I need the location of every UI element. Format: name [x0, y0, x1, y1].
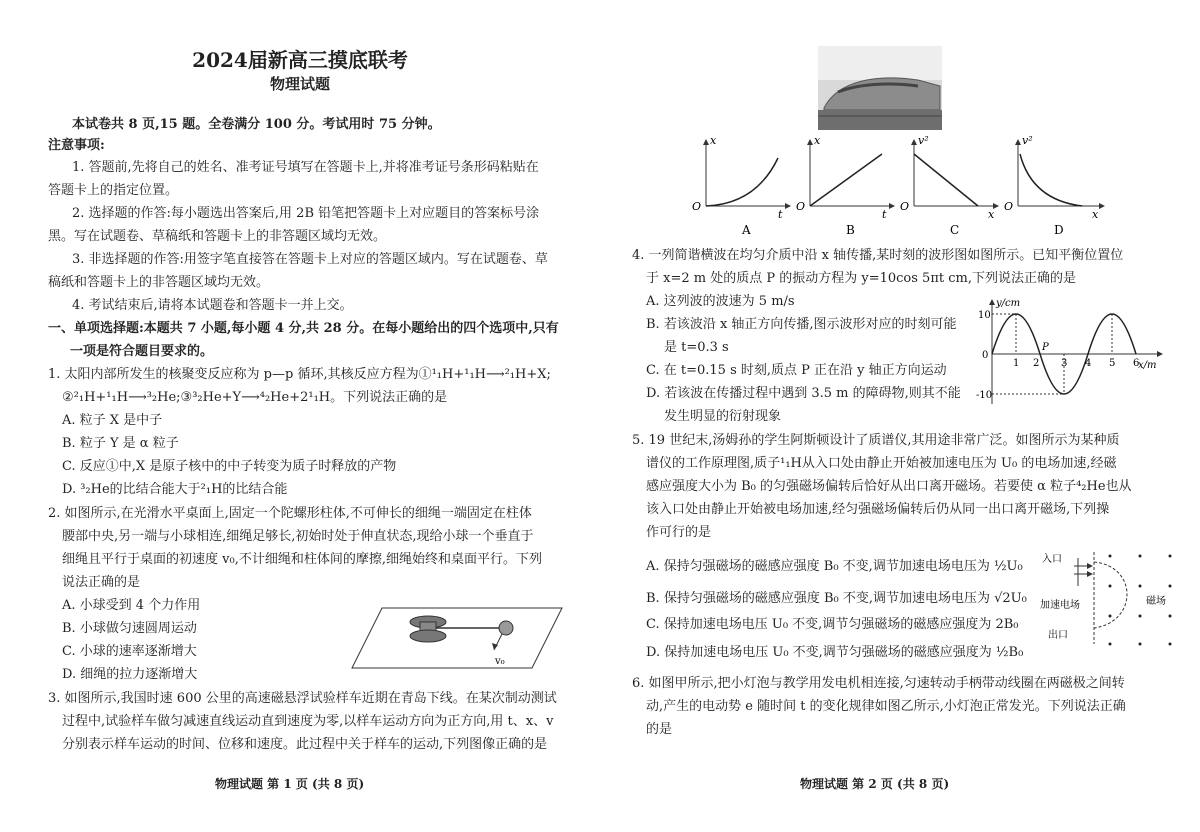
- q1-option: A. 粒子 X 是中子: [62, 413, 163, 428]
- magnetic-field-label: 磁场: [1146, 596, 1166, 607]
- graph-a-x-label: t: [778, 208, 783, 221]
- wave-x-tick: 3: [1061, 358, 1068, 369]
- q6-stem: 动,产生的电动势 e 随时间 t 的变化规律如图乙所示,小灯泡正常发光。下列说法正确: [646, 699, 1126, 714]
- exam-title: 2024届新高三摸底联考: [192, 48, 408, 72]
- note-line: 4. 考试结束后,请将本试题卷和答题卡一并上交。: [72, 298, 353, 313]
- q3-stem: 过程中,试验样车做匀减速直线运动直到速度为零,以样车运动方向为正方向,用 t、x、v: [62, 714, 554, 729]
- table-surface: [352, 608, 562, 668]
- wave-x-tick: 4: [1085, 358, 1092, 369]
- wave-x-tick: 5: [1109, 358, 1116, 369]
- q2-stem: 腰部中央,另一端与小球相连,细绳足够长,初始时处于伸直状态,现给小球一个垂直于: [62, 529, 534, 544]
- q2-figure: [350, 598, 570, 678]
- q6-stem: 的是: [646, 722, 673, 737]
- wave-y-tick: 10: [978, 310, 991, 321]
- mass-spectrometer-figure: [1038, 546, 1180, 650]
- q4-option: B. 若该波沿 x 轴正方向传播,图示波形对应的时刻可能: [646, 317, 957, 332]
- q4-option: A. 这列波的波速为 5 m/s: [646, 294, 795, 309]
- right-page: [600, 0, 1200, 832]
- graph-a-curve: [706, 158, 778, 206]
- q1-option: D. ³₂He的比结合能大于²₁H的比结合能: [62, 482, 288, 497]
- graph-d-caption: D: [1054, 223, 1064, 237]
- graph-b: [796, 134, 894, 237]
- q1-stem: 1. 太阳内部所发生的核聚变反应称为 p—p 循环,其核反应方程为①¹₁H+¹₁H⟶²₁H+X;: [48, 367, 551, 382]
- section-heading: 一、单项选择题:本题共 7 小题,每小题 4 分,共 28 分。在每小题给出的四个选项中,只有: [48, 321, 559, 336]
- exit-label: 出口: [1048, 630, 1068, 641]
- page-footer: 物理试题 第 1 页 (共 8 页): [215, 777, 365, 791]
- q3-stem: 3. 如图所示,我国时速 600 公里的高速磁悬浮试验样车近期在青岛下线。在某次制动测试: [48, 691, 557, 706]
- q2-option: C. 小球的速率逐渐增大: [62, 644, 197, 659]
- exam-subtitle: 物理试题: [269, 75, 330, 93]
- q5-stem: 5. 19 世纪末,汤姆孙的学生阿斯顿设计了质谱仪,其用途非常广泛。如图所示为某种质: [632, 433, 1120, 448]
- graph-a-y-label: x: [710, 134, 717, 147]
- q4-option-cont: 发生明显的衍射现象: [664, 409, 782, 424]
- q5-stem: 感应强度大小为 B₀ 的匀强磁场偏转后恰好从出口离开磁场。若要使 α 粒子⁴₂He也从: [646, 479, 1132, 494]
- graph-b-x-label: t: [882, 208, 887, 221]
- note-line: 稿纸和答题卡上的非答题区域均无效。: [48, 275, 270, 290]
- wave-point-label: P: [1042, 342, 1049, 353]
- q5-option: C. 保持加速电场电压 U₀ 不变,调节匀强磁场的磁感应强度为 2B₀: [646, 617, 1019, 632]
- q4-option-cont: 是 t=0.3 s: [664, 340, 729, 355]
- q1-option: B. 粒子 Y 是 α 粒子: [62, 436, 179, 451]
- accel-field-label: 加速电场: [1040, 600, 1080, 611]
- wave-y-tick: 0: [982, 350, 989, 361]
- graph-a-caption: A: [742, 223, 751, 237]
- entrance-label: 入口: [1042, 554, 1062, 565]
- graph-a: [692, 134, 790, 237]
- q1-option: C. 反应①中,X 是原子核中的中子转变为质子时释放的产物: [62, 459, 397, 474]
- graph-c: [900, 134, 998, 237]
- q5-stem: 作可行的是: [646, 525, 712, 540]
- note-line: 3. 非选择题的作答:用签字笔直接答在答题卡上对应的答题区域内。写在试题卷、草: [72, 252, 548, 267]
- graph-b-origin: O: [796, 200, 806, 213]
- q2-option: D. 细绳的拉力逐渐增大: [62, 667, 198, 682]
- q1-stem-cont: ②²₁H+¹₁H⟶³₂He;③³₂He+Y⟶⁴₂He+2¹₁H。下列说法正确的是: [62, 390, 448, 405]
- gyroscope-column-icon: [410, 616, 446, 642]
- q5-stem: 谱仪的工作原理图,质子¹₁H从入口处由静止开始被加速电压为 U₀ 的电场加速,经磁: [646, 456, 1117, 471]
- graph-b-line: [810, 154, 882, 206]
- ball-icon: [499, 621, 513, 635]
- q5-option: D. 保持加速电场电压 U₀ 不变,调节匀强磁场的磁感应强度为 ½B₀: [646, 645, 1024, 660]
- q3-stem: 分别表示样车运动的时间、位移和速度。此过程中关于样车的运动,下列图像正确的是: [62, 737, 548, 752]
- maglev-train-photo: [818, 46, 942, 130]
- q4-option: D. 若该波在传播过程中遇到 3.5 m 的障碍物,则其不能: [646, 386, 961, 401]
- note-line: 1. 答题前,先将自己的姓名、准考证号填写在答题卡上,并将准考证号条形码粘贴在: [72, 160, 539, 175]
- q2-option: B. 小球做匀速圆周运动: [62, 621, 197, 636]
- q6-stem: 6. 如图甲所示,把小灯泡与教学用发电机相连接,匀速转动手柄带动线圈在两磁极之间转: [632, 676, 1125, 691]
- q2-option: A. 小球受到 4 个力作用: [62, 598, 201, 613]
- q4-stem: 4. 一列简谐横波在均匀介质中沿 x 轴传播,某时刻的波形图如图所示。已知平衡位置位: [632, 248, 1124, 263]
- graph-d: [1004, 134, 1104, 237]
- velocity-label: v₀: [495, 656, 505, 667]
- wave-graph: [976, 296, 1172, 408]
- wave-y-tick: -10: [976, 390, 993, 401]
- q5-stem: 该入口处由静止开始被电场加速,经匀强磁场偏转后仍从同一出口离开磁场,下列操: [646, 502, 1110, 517]
- graph-b-y-label: x: [814, 134, 821, 147]
- wave-x-tick: 2: [1033, 358, 1040, 369]
- graph-d-curve: [1020, 154, 1082, 206]
- graph-b-caption: B: [846, 223, 855, 237]
- note-line: 2. 选择题的作答:每小题选出答案后,用 2B 铅笔把答题卡上对应题目的答案标号涂: [72, 206, 540, 221]
- q4-stem: 于 x=2 m 处的质点 P 的振动方程为 y=10cos 5πt cm,下列说法正确的是: [646, 271, 1076, 286]
- q2-stem: 说法正确的是: [62, 575, 141, 590]
- q5-option: A. 保持匀强磁场的磁感应强度 B₀ 不变,调节加速电场电压为 ½U₀: [646, 559, 1023, 574]
- q5-option: B. 保持匀强磁场的磁感应强度 B₀ 不变,调节加速电场电压为 √2U₀: [646, 591, 1027, 606]
- graph-c-y-label: v²: [918, 134, 929, 147]
- graph-c-origin: O: [900, 200, 910, 213]
- wave-y-label: y/cm: [996, 298, 1021, 309]
- page-footer: 物理试题 第 2 页 (共 8 页): [800, 777, 950, 791]
- q2-stem: 2. 如图所示,在光滑水平桌面上,固定一个陀螺形柱体,不可伸长的细绳一端固定在柱体: [48, 506, 532, 521]
- exam-intro: 本试卷共 8 页,15 题。全卷满分 100 分。考试用时 75 分钟。: [72, 117, 441, 132]
- wave-x-tick: 1: [1013, 358, 1020, 369]
- wave-x-label: x/m: [1138, 360, 1157, 371]
- q3-graphs: [686, 134, 1116, 240]
- notice-heading: 注意事项:: [48, 138, 105, 153]
- graph-c-caption: C: [950, 223, 960, 237]
- note-line: 黑。写在试题卷、草稿纸和答题卡上的非答题区域均无效。: [48, 229, 387, 244]
- note-line: 答题卡上的指定位置。: [48, 183, 179, 198]
- graph-c-x-label: x: [988, 208, 995, 221]
- q4-option: C. 在 t=0.15 s 时刻,质点 P 正在沿 y 轴正方向运动: [646, 363, 947, 378]
- graph-d-x-label: x: [1092, 208, 1099, 221]
- section-heading-cont: 一项是符合题目要求的。: [70, 344, 214, 359]
- graph-c-line: [914, 154, 978, 206]
- graph-d-origin: O: [1004, 200, 1014, 213]
- wave-x-tick: 6: [1133, 358, 1140, 369]
- graph-d-y-label: v²: [1022, 134, 1033, 147]
- q2-stem: 细绳且平行于桌面的初速度 v₀,不计细绳和柱体间的摩擦,细绳始终和桌面平行。下列: [62, 552, 542, 567]
- graph-a-origin: O: [692, 200, 702, 213]
